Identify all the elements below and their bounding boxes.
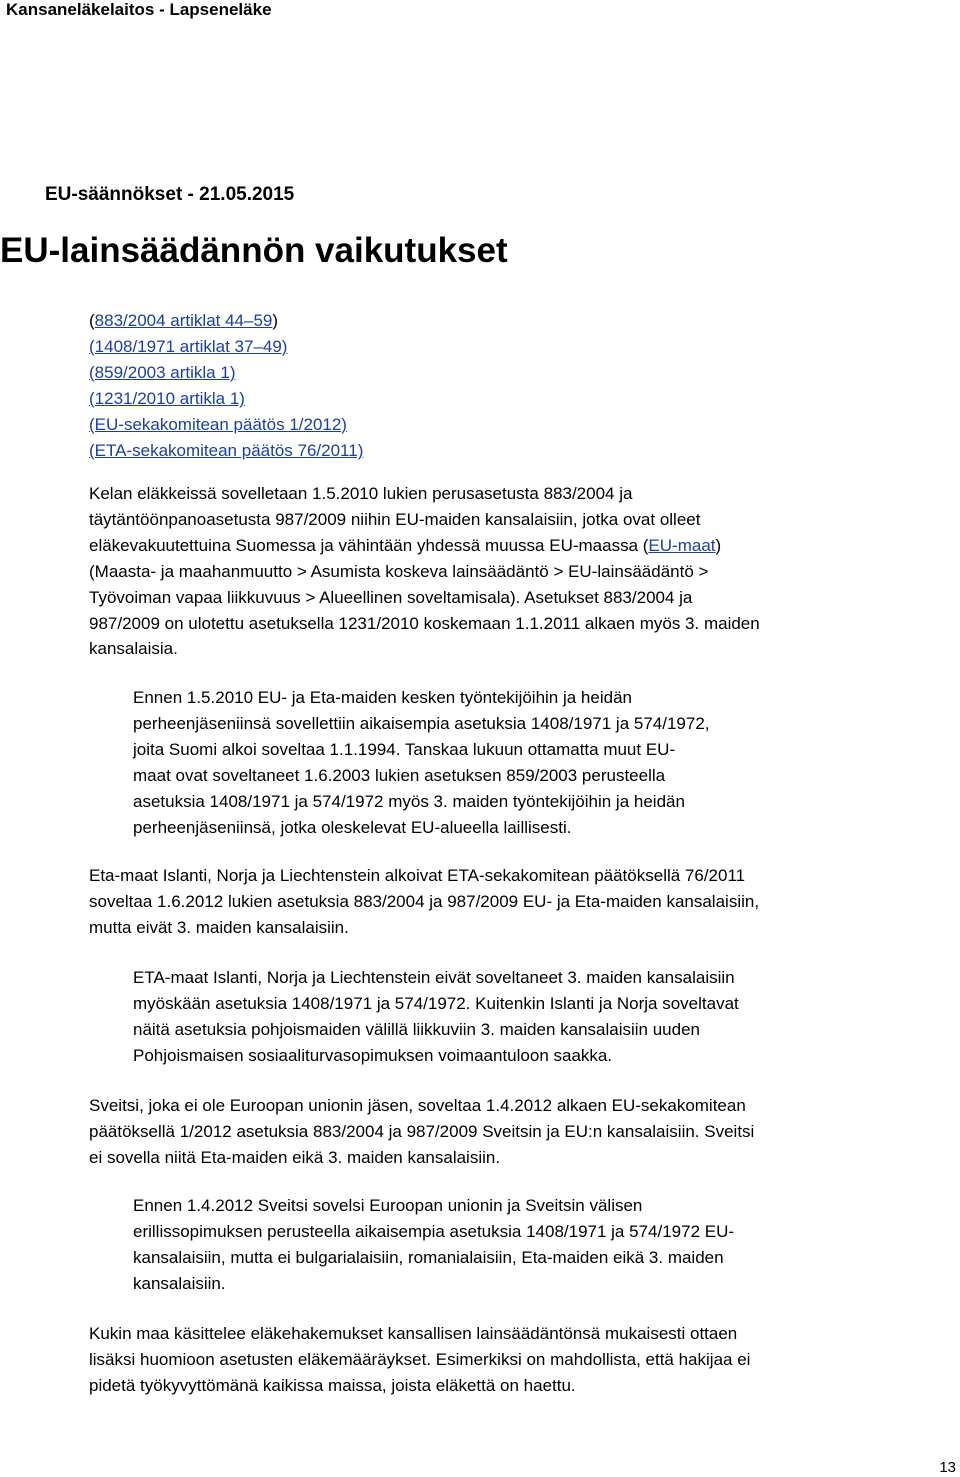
text-line: mutta eivät 3. maiden kansalaisiin.: [89, 917, 349, 937]
reference-item: [89, 386, 363, 412]
text-line: Ennen 1.4.2012 Sveitsi sovelsi Euroopan unionin ja Sveitsin välisen: [133, 1196, 643, 1215]
text-line: kansalaisiin.: [133, 1273, 226, 1293]
paragraph-scope: [89, 481, 760, 662]
text-line: perheenjäseniinsä, jotka oleskelevat EU-alueella laillisesti.: [133, 817, 572, 837]
paragraph-eta-third-countries: [133, 965, 739, 1069]
text-line: näitä asetuksia pohjoismaiden välillä liikkuviin 3. maiden kansalaisiin uuden: [133, 1019, 700, 1039]
text-line: päätöksellä 1/2012 asetuksia 883/2004 ja 987/2009 Sveitsin ja EU:n kansalaisiin. Sveitsi: [89, 1121, 755, 1141]
reference-link-eu-sekakomitea[interactable]: (EU-sekakomitean päätös 1/2012): [89, 415, 347, 434]
text-fragment: ): [715, 535, 722, 555]
reference-open-paren: (: [89, 311, 95, 330]
text-line: soveltaa 1.6.2012 lukien asetuksia 883/2004 ja 987/2009 EU- ja Eta-maiden kansalaisiin,: [89, 891, 760, 911]
page-title: EU-lainsäädännön vaikutukset: [0, 231, 508, 270]
paragraph-switzerland-before-2012: [133, 1193, 734, 1297]
reference-item: [89, 360, 363, 386]
text-line: lisäksi huomioon asetusten eläkemääräykset. Esimerkiksi on mahdollista, että hakijaa ei: [89, 1349, 751, 1369]
reference-close-paren: ): [272, 311, 279, 330]
reference-link-1408-1971[interactable]: (1408/1971 artiklat 37–49): [89, 337, 288, 356]
paragraph-switzerland: [89, 1093, 754, 1171]
text-line: maat ovat soveltaneet 1.6.2003 lukien asetuksen 859/2003 perusteella: [133, 765, 666, 785]
page-number: 13: [939, 1459, 956, 1476]
reference-item: [89, 412, 363, 438]
paragraph-eta-countries: [89, 863, 759, 941]
text-line: Ennen 1.5.2010 EU- ja Eta-maiden kesken työntekijöihin ja heidän: [133, 688, 632, 707]
paragraph-before-2010: [133, 685, 710, 840]
text-line: ei sovella niitä Eta-maiden eikä 3. maiden kansalaisiin.: [89, 1147, 501, 1167]
paragraph-national-processing: [89, 1321, 750, 1399]
text-fragment: eläkevakuutettuina Suomessa ja vähintään yhdessä muussa EU-maassa (: [89, 535, 649, 555]
reference-item: [89, 308, 363, 334]
eu-maat-link[interactable]: EU-maat: [648, 535, 716, 555]
text-line: Pohjoismaisen sosiaaliturvasopimuksen voimaantuloon saakka.: [133, 1045, 613, 1065]
text-line: kansalaisiin, mutta ei bulgarialaisiin, romanialaisiin, Eta-maiden eikä 3. maiden: [133, 1247, 724, 1267]
section-date-label: EU-säännökset - 21.05.2015: [45, 184, 295, 205]
reference-item: [89, 334, 363, 360]
text-line: ETA-maat Islanti, Norja ja Liechtenstein eivät soveltaneet 3. maiden kansalaisiin: [133, 968, 735, 987]
reference-link-eta-sekakomitea[interactable]: (ETA-sekakomitean päätös 76/2011): [89, 441, 364, 460]
text-line: Kelan eläkkeissä sovelletaan 1.5.2010 lukien perusasetusta 883/2004 ja: [89, 484, 633, 503]
text-line: Kukin maa käsittelee eläkehakemukset kansallisen lainsäädäntönsä mukaisesti ottaen: [89, 1324, 738, 1343]
text-line: asetuksia 1408/1971 ja 574/1972 myös 3. maiden työntekijöihin ja heidän: [133, 791, 685, 811]
document-header-title: Kansaneläkelaitos - Lapseneläke: [6, 0, 272, 19]
reference-link-1231-2010[interactable]: (1231/2010 artikla 1): [89, 389, 245, 408]
text-line: [89, 533, 760, 559]
reference-link-883-2004[interactable]: 883/2004 artiklat 44–59: [94, 311, 273, 330]
text-line: joita Suomi alkoi soveltaa 1.1.1994. Tanskaa lukuun ottamatta muut EU-: [133, 739, 676, 759]
text-line: pidetä työkyvyttömänä kaikissa maissa, joista eläkettä on haettu.: [89, 1375, 576, 1395]
text-line: Sveitsi, joka ei ole Euroopan unionin jäsen, soveltaa 1.4.2012 alkaen EU-sekakomitean: [89, 1096, 746, 1115]
text-line: perheenjäseniinsä sovellettiin aikaisempia asetuksia 1408/1971 ja 574/1972,: [133, 713, 710, 733]
text-line: Eta-maat Islanti, Norja ja Liechtenstein alkoivat ETA-sekakomitean päätöksellä 76/2011: [89, 866, 746, 885]
text-line: täytäntöönpanoasetusta 987/2009 niihin EU-maiden kansalaisiin, jotka ovat olleet: [89, 509, 701, 529]
text-line: 987/2009 on ulotettu asetuksella 1231/2010 koskemaan 1.1.2011 alkaen myös 3. maiden: [89, 613, 760, 633]
reference-item: [89, 438, 363, 464]
legal-references-list: [89, 308, 363, 464]
text-line: erillissopimuksen perusteella aikaisempia asetuksia 1408/1971 ja 574/1972 EU-: [133, 1221, 735, 1241]
text-line: myöskään asetuksia 1408/1971 ja 574/1972. Kuitenkin Islanti ja Norja soveltavat: [133, 993, 739, 1013]
text-line: (Maasta- ja maahanmuutto > Asumista koskeva lainsäädäntö > EU-lainsäädäntö >: [89, 561, 709, 581]
text-line: Työvoiman vapaa liikkuvuus > Alueellinen soveltamisala). Asetukset 883/2004 ja: [89, 587, 693, 607]
reference-link-859-2003[interactable]: (859/2003 artikla 1): [89, 363, 236, 382]
text-line: kansalaisia.: [89, 639, 178, 659]
